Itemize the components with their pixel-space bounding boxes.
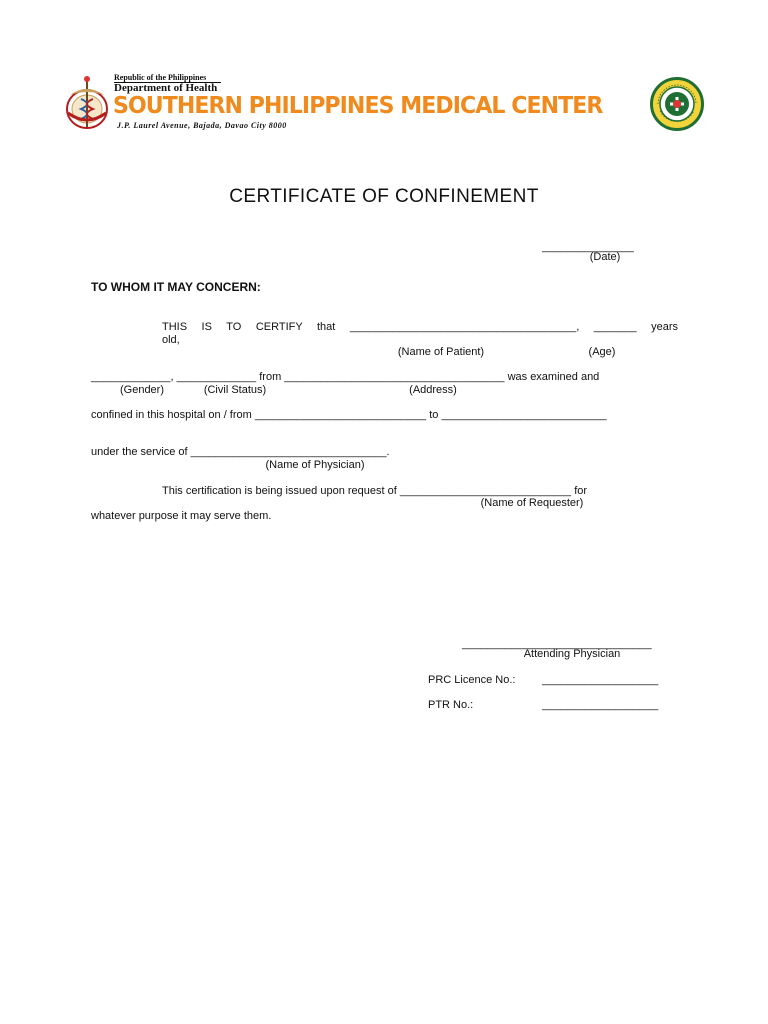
confinement-dates-line: confined in this hospital on / from ____________________________ to ___________________________: [91, 409, 607, 421]
requester-caption: (Name of Requester): [480, 497, 584, 509]
signature-line: _______________________________: [462, 638, 652, 650]
attending-physician-caption: Attending Physician: [523, 648, 621, 660]
age-caption: (Age): [588, 346, 616, 358]
ptr-line: ___________________: [542, 699, 659, 711]
certify-line: THIS IS TO CERTIFY that _____________________________________, _______ years: [162, 321, 678, 333]
patient-name-caption: (Name of Patient): [397, 346, 485, 358]
date-caption: (Date): [589, 251, 621, 263]
hospital-name: SOUTHERN PHILIPPINES MEDICAL CENTER: [113, 93, 603, 120]
prc-licence-label: PRC Licence No.:: [428, 674, 516, 686]
republic-text: Republic of the Philippines: [114, 73, 207, 82]
gender-address-line: _____________, _____________ from ____________________________________ was examined and: [91, 371, 600, 383]
civil-status-caption: (Civil Status): [203, 384, 267, 396]
date-line: _______________: [542, 241, 634, 253]
department-text: Department of Health: [114, 82, 218, 94]
ptr-label: PTR No.:: [428, 699, 474, 711]
purpose-line: whatever purpose it may serve them.: [91, 510, 272, 522]
department-of-health-seal-icon: [650, 77, 704, 131]
salutation: TO WHOM IT MAY CONCERN:: [91, 280, 261, 294]
certify-line-wrap: old,: [162, 334, 180, 346]
certificate-title: CERTIFICATE OF CONFINEMENT: [229, 186, 539, 207]
address-caption: (Address): [409, 384, 457, 396]
caduceus-seal-icon: [64, 73, 110, 131]
gender-caption: (Gender): [119, 384, 165, 396]
prc-licence-line: ___________________: [542, 674, 659, 686]
hospital-address: J.P. Laurel Avenue, Bajada, Davao City 8000: [117, 121, 287, 130]
physician-caption: (Name of Physician): [265, 459, 365, 471]
request-line: This certification is being issued upon request of ____________________________ for: [162, 485, 588, 497]
physician-service-line: under the service of ________________________________.: [91, 446, 390, 458]
